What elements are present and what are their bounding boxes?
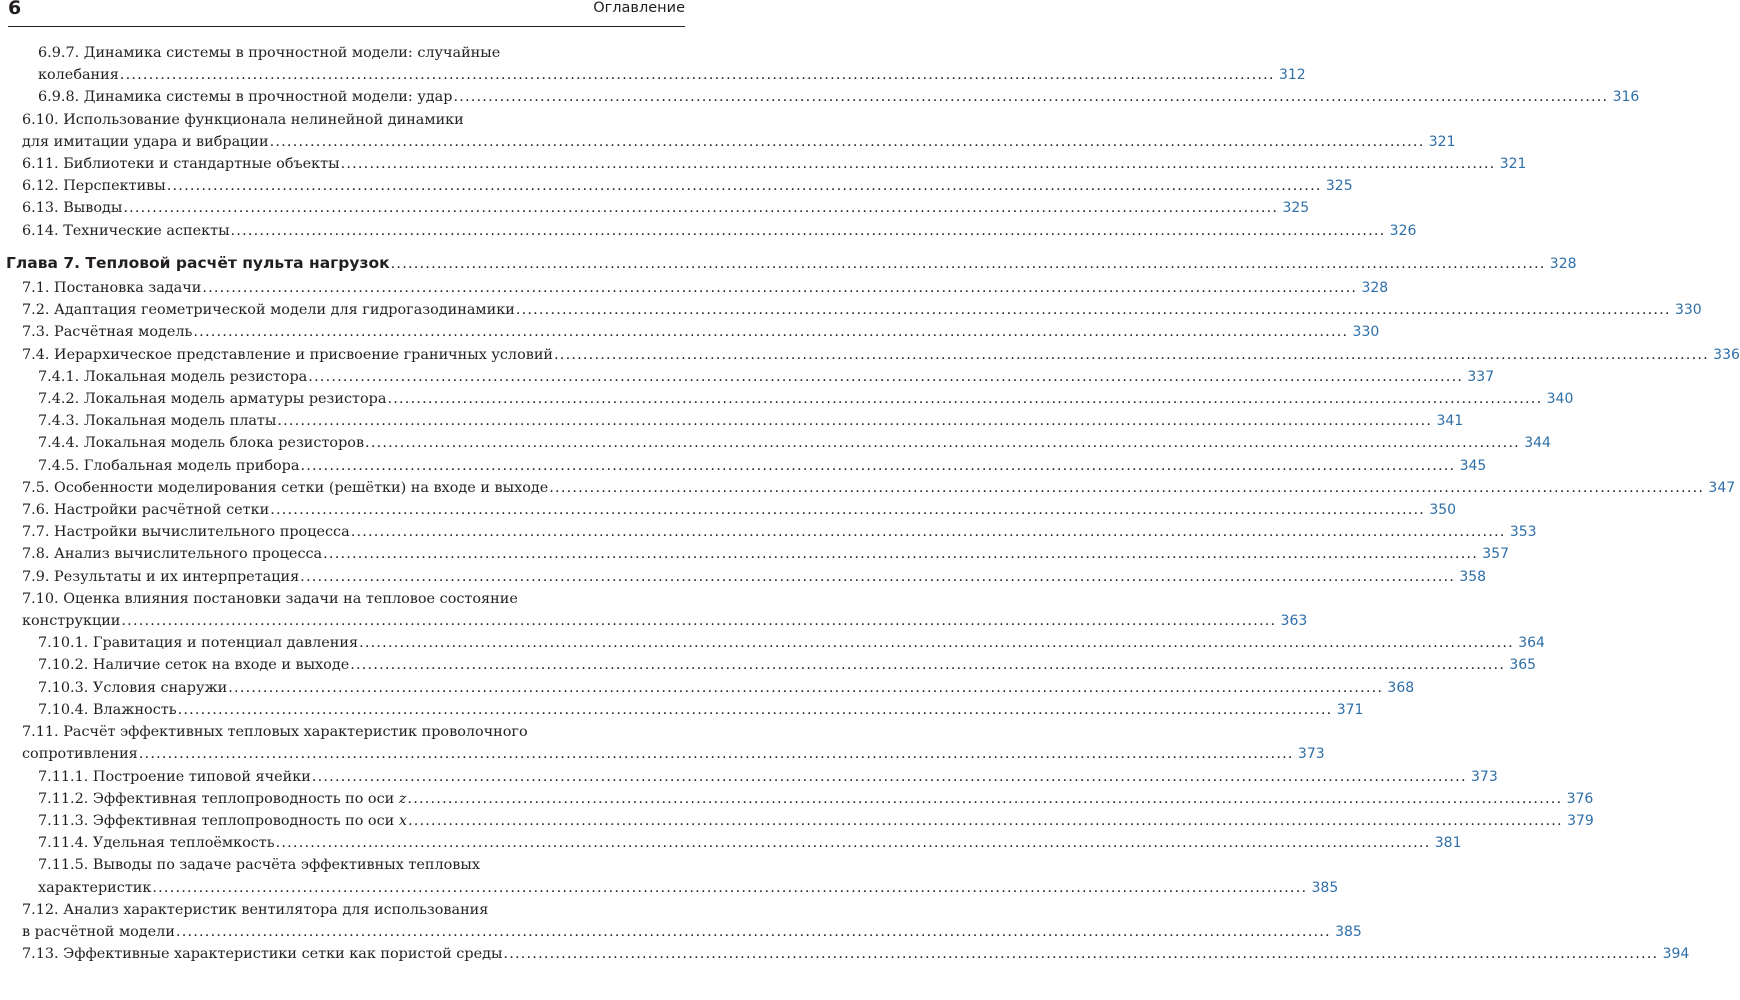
- toc-page-number[interactable]: 365: [1509, 657, 1537, 674]
- toc-entry-row: [38, 699, 1364, 721]
- toc-entry-title: 6.14. Технические аспекты: [22, 222, 230, 239]
- toc-page-number[interactable]: 371: [1336, 701, 1364, 718]
- toc-entry-title: 7.9. Результаты и их интерпретация: [22, 568, 300, 585]
- toc-leader-dots: ........................................................................................................................................................................................................: [277, 413, 1433, 430]
- toc-page-number[interactable]: 350: [1429, 502, 1457, 519]
- toc-entry-row: [38, 632, 1545, 654]
- toc-entry-row: [38, 810, 1594, 832]
- toc-entry[interactable]: [0, 899, 1362, 943]
- toc-leader-dots: ........................................................................................................................................................................................................: [230, 222, 1386, 239]
- toc-entry[interactable]: [0, 344, 1740, 366]
- toc-entry-row: [22, 743, 1325, 765]
- toc-entry-title-line1: 7.12. Анализ характеристик вентилятора для использования: [22, 901, 489, 918]
- toc-entry-row: [38, 877, 1339, 899]
- toc-leader-dots: ........................................................................................................................................................................................................: [311, 768, 1467, 785]
- toc-entry-row: [38, 832, 1462, 854]
- toc-leader-dots: ........................................................................................................................................................................................................: [193, 324, 1349, 341]
- toc-entry[interactable]: [0, 42, 1306, 86]
- toc-entry-title: 6.9.8. Динамика системы в прочностной модели: удар: [38, 89, 453, 106]
- toc-entry-row: [38, 766, 1498, 788]
- toc-leader-dots: ........................................................................................................................................................................................................: [323, 546, 1479, 563]
- toc-entry[interactable]: [0, 153, 1527, 175]
- toc-entry-title: в расчётной модели: [22, 923, 175, 940]
- toc-page-number[interactable]: 321: [1499, 156, 1527, 173]
- toc-page-number[interactable]: 381: [1434, 835, 1462, 852]
- toc-entry-title-line1: 6.9.7. Динамика системы в прочностной модели: случайные: [38, 45, 501, 61]
- toc-entry-title-line1: 6.10. Использование функционала нелинейной динамики: [22, 111, 464, 128]
- toc-entry-row: [22, 543, 1510, 565]
- toc-entry-title: 7.11.2. Эффективная теплопроводность по оси z: [38, 790, 407, 807]
- toc-entry[interactable]: [0, 832, 1462, 854]
- toc-leader-dots: ........................................................................................................................................................................................................: [407, 790, 1563, 807]
- toc-entry-row: [22, 477, 1736, 499]
- toc-entry-title: 7.4.4. Локальная модель блока резисторов: [38, 435, 365, 452]
- toc-entry-title: 7.10.4. Влажность: [38, 701, 177, 718]
- toc-page-number[interactable]: 321: [1428, 133, 1456, 150]
- toc-entry-row: [38, 788, 1594, 810]
- toc-entry-title-line1: 7.11. Расчёт эффективных тепловых характеристик проволочного: [22, 724, 528, 741]
- toc-entry-title: 7.1. Постановка задачи: [22, 280, 202, 297]
- toc-entry-title-line1: 7.10. Оценка влияния постановки задачи на тепловое состояние: [22, 590, 518, 607]
- table-of-contents: [0, 42, 1740, 965]
- toc-entry-row: [38, 366, 1495, 388]
- toc-page-number[interactable]: 376: [1566, 790, 1594, 807]
- toc-entry[interactable]: [0, 654, 1537, 676]
- toc-entry[interactable]: [0, 543, 1510, 565]
- toc-entry-title: 7.6. Настройки расчётной сетки: [22, 502, 270, 519]
- toc-entry-title: 7.11.4. Удельная теплоёмкость: [38, 835, 275, 852]
- toc-leader-dots: ........................................................................................................................................................................................................: [121, 613, 1277, 630]
- toc-entry[interactable]: [0, 943, 1690, 965]
- toc-entry-title: 6.13. Выводы: [22, 200, 123, 217]
- toc-entry-row: [38, 654, 1537, 676]
- toc-leader-dots: ........................................................................................................................................................................................................: [308, 368, 1464, 385]
- toc-entry-title: Глава 7. Тепловой расчёт пульта нагрузок: [6, 253, 390, 272]
- toc-leader-dots: ........................................................................................................................................................................................................: [300, 568, 1456, 585]
- toc-entry[interactable]: [0, 566, 1487, 588]
- toc-leader-dots: ........................................................................................................................................................................................................: [340, 156, 1496, 173]
- toc-entry-title: 7.10.3. Условия снаружи: [38, 679, 228, 696]
- toc-leader-dots: ........................................................................................................................................................................................................: [549, 479, 1705, 496]
- toc-leader-dots: ........................................................................................................................................................................................................: [166, 178, 1322, 195]
- toc-page-number[interactable]: 325: [1325, 178, 1353, 195]
- toc-entry-row: [22, 610, 1308, 632]
- toc-entry-title: 7.4. Иерархическое представление и присвоение граничных условий: [22, 346, 554, 363]
- toc-entry[interactable]: [0, 175, 1353, 197]
- toc-leader-dots: ........................................................................................................................................................................................................: [350, 524, 1506, 541]
- toc-entry[interactable]: [0, 321, 1380, 343]
- toc-page-number[interactable]: 353: [1509, 524, 1537, 541]
- toc-page-number[interactable]: 363: [1280, 613, 1308, 630]
- toc-page-number[interactable]: 330: [1352, 324, 1380, 341]
- toc-entry-row: [22, 175, 1353, 197]
- toc-entry-row: [22, 321, 1380, 343]
- toc-entry-title: 7.10.1. Гравитация и потенциал давления: [38, 635, 359, 652]
- toc-entry-row: [38, 86, 1640, 108]
- toc-entry-row: [38, 388, 1574, 410]
- toc-entry-title: 7.11.3. Эффективная теплопроводность по оси x: [38, 812, 407, 829]
- toc-entry[interactable]: [0, 109, 1456, 153]
- toc-leader-dots: ........................................................................................................................................................................................................: [365, 435, 1520, 452]
- toc-entry-row: [38, 432, 1551, 454]
- toc-entry-title: характеристик: [38, 879, 152, 896]
- toc-page-number[interactable]: 385: [1311, 879, 1339, 896]
- page-header: [8, 0, 685, 27]
- toc-entry-title: для имитации удара и вибрации: [22, 133, 269, 150]
- toc-page-number[interactable]: 373: [1471, 768, 1498, 785]
- toc-entry[interactable]: [0, 788, 1594, 810]
- toc-entry-row: [22, 499, 1457, 521]
- toc-leader-dots: ........................................................................................................................................................................................................: [515, 302, 1671, 319]
- toc-entry-row: [22, 566, 1487, 588]
- toc-entry[interactable]: [0, 677, 1415, 699]
- toc-entry[interactable]: [0, 588, 1308, 632]
- toc-entry-title: 6.11. Библиотеки и стандартные объекты: [22, 156, 340, 173]
- toc-entry-row: [22, 197, 1310, 219]
- toc-entry-title: 7.13. Эффективные характеристики сетки как пористой среды: [22, 946, 503, 963]
- toc-leader-dots: ........................................................................................................................................................................................................: [350, 657, 1506, 674]
- toc-page-number[interactable]: 347: [1708, 479, 1736, 496]
- toc-entry-title: 7.4.1. Локальная модель резистора: [38, 368, 308, 385]
- toc-leader-dots: ........................................................................................................................................................................................................: [554, 346, 1709, 363]
- toc-entry[interactable]: [0, 366, 1495, 388]
- toc-page-number[interactable]: 330: [1674, 302, 1702, 319]
- toc-entry-title: 7.2. Адаптация геометрической модели для гидрогазодинамики: [22, 302, 515, 319]
- toc-entry[interactable]: [0, 721, 1325, 765]
- page-number: 6: [8, 0, 22, 19]
- toc-page-number[interactable]: 357: [1482, 546, 1510, 563]
- toc-leader-dots: ........................................................................................................................................................................................................: [177, 701, 1333, 718]
- toc-entry-title: 7.5. Особенности моделирования сетки (решётки) на входе и выходе: [22, 479, 549, 496]
- toc-entry-row: [22, 344, 1740, 366]
- toc-page-number[interactable]: 379: [1567, 812, 1594, 829]
- toc-page-number[interactable]: 364: [1518, 635, 1545, 652]
- toc-entry-row: [22, 943, 1690, 965]
- toc-leader-dots: ........................................................................................................................................................................................................: [390, 255, 1546, 272]
- toc-entry-row: [22, 277, 1389, 299]
- toc-entry-title: 7.10.2. Наличие сеток на входе и выходе: [38, 657, 350, 674]
- toc-entry-title: 7.4.3. Локальная модель платы: [38, 413, 277, 430]
- toc-entry[interactable]: [0, 388, 1574, 410]
- toc-entry-title: 7.3. Расчётная модель: [22, 324, 193, 341]
- toc-entry-title: сопротивления: [22, 746, 138, 763]
- toc-entry-row: [38, 677, 1415, 699]
- toc-entry-title: 6.12. Перспективы: [22, 178, 166, 195]
- toc-leader-dots: ........................................................................................................................................................................................................: [175, 923, 1331, 940]
- toc-page-number[interactable]: 337: [1467, 368, 1495, 385]
- toc-entry[interactable]: [0, 220, 1417, 242]
- toc-entry-title: колебания: [38, 67, 119, 84]
- toc-leader-dots: ........................................................................................................................................................................................................: [300, 457, 1456, 474]
- toc-entry[interactable]: [0, 632, 1545, 654]
- toc-entry-row: [22, 153, 1527, 175]
- toc-entry[interactable]: [0, 277, 1389, 299]
- toc-entry[interactable]: [0, 499, 1457, 521]
- toc-entry[interactable]: [0, 410, 1464, 432]
- toc-page-number[interactable]: 373: [1297, 746, 1325, 763]
- toc-page-number[interactable]: 368: [1387, 679, 1415, 696]
- toc-leader-dots: ........................................................................................................................................................................................................: [138, 746, 1294, 763]
- toc-entry[interactable]: [0, 86, 1640, 108]
- toc-page-number[interactable]: 316: [1612, 89, 1640, 106]
- toc-entry[interactable]: [0, 197, 1310, 219]
- toc-page-number[interactable]: 328: [1549, 255, 1577, 272]
- toc-page-number[interactable]: 341: [1436, 413, 1464, 430]
- toc-entry[interactable]: [0, 810, 1594, 832]
- toc-leader-dots: ........................................................................................................................................................................................................: [453, 89, 1609, 106]
- toc-entry-row: [22, 131, 1456, 153]
- toc-entry[interactable]: [0, 455, 1487, 477]
- toc-page-number[interactable]: 328: [1361, 280, 1389, 297]
- toc-page-number[interactable]: 336: [1713, 346, 1740, 363]
- toc-leader-dots: ........................................................................................................................................................................................................: [123, 200, 1279, 217]
- toc-leader-dots: ........................................................................................................................................................................................................: [359, 635, 1514, 652]
- toc-entry-title: 7.11.1. Построение типовой ячейки: [38, 768, 311, 785]
- toc-entry[interactable]: [0, 854, 1339, 898]
- toc-page-number[interactable]: 312: [1278, 67, 1306, 84]
- toc-entry[interactable]: [0, 477, 1736, 499]
- toc-entry[interactable]: [0, 299, 1702, 321]
- toc-page-number[interactable]: 385: [1335, 923, 1362, 940]
- toc-entry-row: [22, 299, 1702, 321]
- toc-entry-row: [38, 64, 1306, 86]
- toc-leader-dots: ........................................................................................................................................................................................................: [269, 133, 1425, 150]
- toc-entry-row: [38, 410, 1464, 432]
- toc-leader-dots: ........................................................................................................................................................................................................: [270, 502, 1426, 519]
- toc-entry-row: [22, 521, 1537, 543]
- toc-entry-title: 7.8. Анализ вычислительного процесса: [22, 546, 323, 563]
- toc-entry-title: 7.7. Настройки вычислительного процесса: [22, 524, 350, 541]
- toc-entry[interactable]: [0, 699, 1364, 721]
- toc-page-number[interactable]: 325: [1282, 200, 1310, 217]
- toc-page-number[interactable]: 340: [1546, 391, 1574, 408]
- toc-entry-row: [22, 921, 1362, 943]
- toc-entry-row: [38, 455, 1487, 477]
- toc-entry-row: [22, 220, 1417, 242]
- toc-page-number[interactable]: 358: [1459, 568, 1487, 585]
- toc-entry-title-line1: 7.11.5. Выводы по задаче расчёта эффективных тепловых: [38, 857, 480, 874]
- toc-leader-dots: ........................................................................................................................................................................................................: [228, 679, 1384, 696]
- toc-leader-dots: ........................................................................................................................................................................................................: [152, 879, 1308, 896]
- toc-entry-title: 7.4.5. Глобальная модель прибора: [38, 457, 300, 474]
- toc-entry-title: конструкции: [22, 613, 121, 630]
- toc-page-number[interactable]: 345: [1459, 457, 1487, 474]
- toc-entry-title: 7.4.2. Локальная модель арматуры резистора: [38, 391, 387, 408]
- toc-page-number[interactable]: 394: [1662, 946, 1690, 963]
- toc-entry[interactable]: [0, 521, 1537, 543]
- toc-leader-dots: ........................................................................................................................................................................................................: [407, 812, 1563, 829]
- toc-entry[interactable]: [0, 766, 1498, 788]
- toc-leader-dots: ........................................................................................................................................................................................................: [275, 835, 1431, 852]
- toc-chapter-entry[interactable]: [0, 252, 1577, 275]
- toc-page-number[interactable]: 344: [1524, 435, 1551, 452]
- toc-leader-dots: ........................................................................................................................................................................................................: [119, 67, 1275, 84]
- running-title: Оглавление: [593, 0, 685, 16]
- toc-leader-dots: ........................................................................................................................................................................................................: [202, 280, 1358, 297]
- toc-entry[interactable]: [0, 432, 1551, 454]
- toc-entry-row: [6, 252, 1577, 275]
- toc-leader-dots: ........................................................................................................................................................................................................: [387, 391, 1543, 408]
- toc-leader-dots: ........................................................................................................................................................................................................: [503, 946, 1659, 963]
- toc-page-number[interactable]: 326: [1389, 222, 1417, 239]
